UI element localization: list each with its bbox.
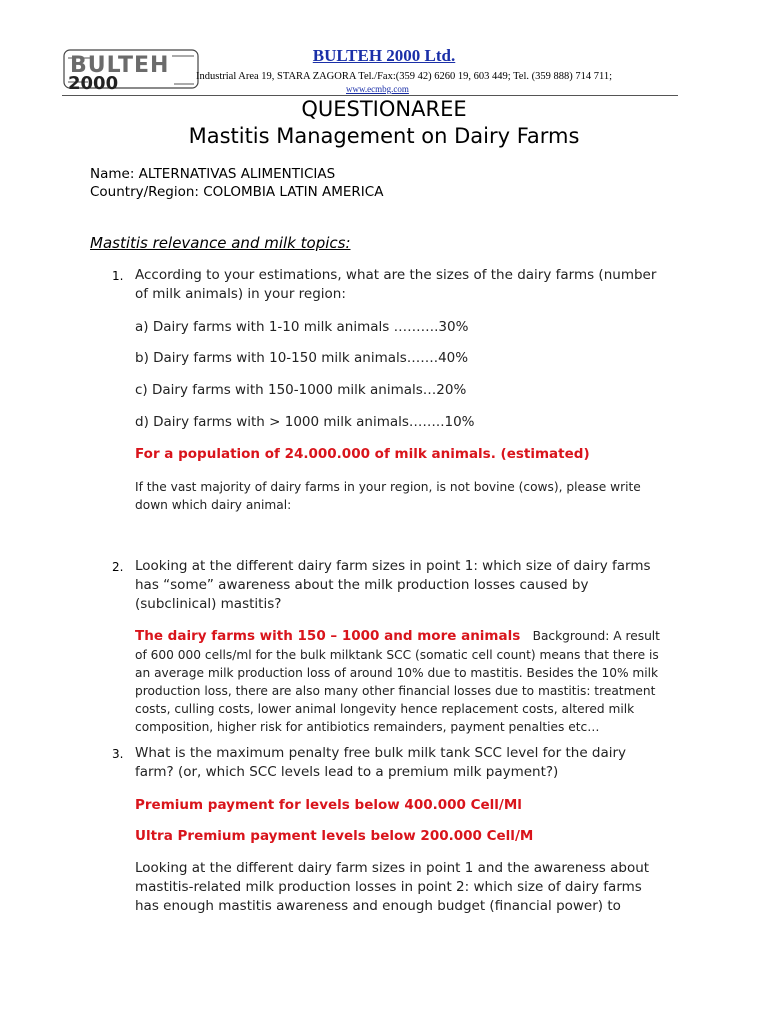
question-2-background-line-4: production loss, there are also many other financial losses due to mastitis: treatment — [135, 684, 656, 698]
header-divider — [62, 95, 678, 96]
question-2-number: 2. — [112, 560, 124, 574]
section-heading: Mastitis relevance and milk topics: — [90, 234, 351, 252]
question-2-line-2: has “some” awareness about the milk production losses caused by — [135, 577, 589, 593]
option-c: c) Dairy farms with 150-1000 milk animals…20% — [135, 382, 467, 398]
respondent-name: Name: ALTERNATIVAS ALIMENTICIAS — [90, 166, 336, 182]
question-3-number: 3. — [112, 747, 124, 761]
question-3-followup-line-3: has enough mastitis awareness and enough budget (financial power) to — [135, 898, 621, 914]
question-1-note-line-2: down which dairy animal: — [135, 498, 292, 512]
question-1-note-line-1: If the vast majority of dairy farms in your region, is not bovine (cows), please write — [135, 480, 641, 494]
company-name[interactable]: BULTEH 2000 Ltd. — [312, 46, 456, 65]
question-3-line-1: What is the maximum penalty free bulk milk tank SCC level for the dairy — [135, 745, 627, 761]
question-3-line-2: farm? (or, which SCC levels lead to a premium milk payment?) — [135, 764, 559, 780]
question-1-line-2: of milk animals) in your region: — [135, 286, 346, 302]
question-2-answer: The dairy farms with 150 – 1000 and more animals — [135, 628, 521, 644]
question-2-line-1: Looking at the different dairy farm sizes in point 1: which size of dairy farms — [135, 558, 651, 574]
option-d: d) Dairy farms with > 1000 milk animals……..10% — [135, 414, 475, 430]
question-1-answer: For a population of 24.000.000 of milk animals. (estimated) — [135, 446, 590, 462]
respondent-country: Country/Region: COLOMBIA LATIN AMERICA — [90, 184, 384, 200]
question-2-background-line-5: costs, culling costs, lower animal longevity hence replacement costs, altered milk — [135, 702, 635, 716]
logo-text-bottom: 2000 — [68, 73, 119, 94]
company-website-link[interactable]: www.ecmbg.com — [346, 84, 409, 94]
logo-text-top: BULTEH — [70, 53, 170, 78]
question-3-followup-line-2: mastitis-related milk production losses in point 2: which size of dairy farms — [135, 879, 642, 895]
question-2-background-line-1: Background: A result — [532, 629, 660, 643]
question-1-number: 1. — [112, 269, 124, 283]
document-title: QUESTIONAREE — [301, 97, 467, 121]
question-1-line-1: According to your estimations, what are the sizes of the dairy farms (number — [135, 267, 657, 283]
question-3-followup-line-1: Looking at the different dairy farm sizes in point 1 and the awareness about — [135, 860, 650, 876]
option-a: a) Dairy farms with 1-10 milk animals ……….30% — [135, 319, 469, 335]
question-3-answer-1: Premium payment for levels below 400.000 Cell/Ml — [135, 797, 522, 813]
document-subtitle: Mastitis Management on Dairy Farms — [188, 124, 580, 148]
question-2-background-line-2: of 600 000 cells/ml for the bulk milktank SCC (somatic cell count) means that there is — [135, 648, 659, 662]
question-2-background-line-6: composition, higher risk for antibiotics remainders, payment penalties etc… — [135, 720, 600, 734]
question-2-background-line-3: an average milk production loss of around 10% due to mastitis. Besides the 10% milk — [135, 666, 659, 680]
company-address: Industrial Area 19, STARA ZAGORA Tel./Fax:(359 42) 6260 19, 603 449; Tel. (359 888) 714 711; — [196, 71, 613, 82]
question-2-line-3: (subclinical) mastitis? — [135, 596, 282, 612]
option-b: b) Dairy farms with 10-150 milk animals…….40% — [135, 350, 469, 366]
question-3-answer-2: Ultra Premium payment levels below 200.000 Cell/M — [135, 828, 534, 844]
